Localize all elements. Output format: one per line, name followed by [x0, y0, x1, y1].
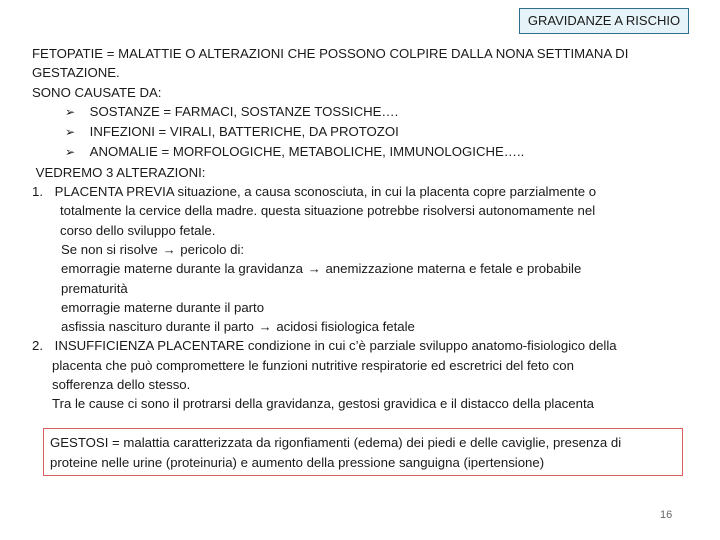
risk-text: emorragie materne durante la gravidanza	[61, 261, 303, 277]
risk-line: prematurità	[61, 280, 128, 296]
item1-text: PLACENTA PREVIA situazione, a causa sconosciuta, in cui la placenta copre parzialmente o	[54, 184, 597, 200]
cause-text: INFEZIONI = VIRALI, BATTERICHE, DA PROTOZOI	[89, 124, 399, 140]
item2-first-line	[32, 336, 708, 355]
slide-title-box	[519, 8, 689, 34]
cause-text: ANOMALIE = MORFOLOGICHE, METABOLICHE, IMMUNOLOGICHE…..	[89, 144, 525, 160]
cause-bullet	[32, 142, 708, 162]
cause-text: SOSTANZE = FARMACI, SOSTANZE TOSSICHE….	[89, 103, 399, 119]
item2-line: sofferenza dello stesso.	[52, 377, 191, 393]
risk-text: acidosi fisiologica fetale	[276, 319, 415, 335]
cause-bullet	[32, 122, 708, 142]
right-arrow-icon: →	[258, 319, 272, 335]
slide-body	[32, 44, 708, 414]
intro-line: FETOPATIE = MALATTIE O ALTERAZIONI CHE POSSONO COLPIRE DALLA NONA SETTIMANA DI	[32, 46, 629, 61]
danger-line	[32, 240, 708, 259]
right-arrow-icon: →	[162, 241, 176, 257]
alterations-heading: VEDREMO 3 ALTERAZIONI:	[32, 164, 206, 180]
danger-text: Se non si risolve	[61, 241, 158, 257]
gestosi-line: GESTOSI = malattia caratterizzata da rigonfiamenti (edema) dei piedi e delle caviglie, presenza di	[50, 435, 622, 450]
item2-line: placenta che può compromettere le funzioni nutritive respiratorie ed escretrici del feto con	[52, 357, 574, 373]
risk-line	[32, 259, 708, 278]
intro-line: GESTAZIONE.	[32, 65, 120, 81]
item1-line: totalmente la cervice della madre. questa situazione potrebbe risolversi autonomamente nel	[60, 203, 596, 219]
risk-text: anemizzazione materna e fetale e probabile	[325, 261, 582, 277]
risk-text: asfissia nascituro durante il parto	[61, 319, 254, 335]
arrow-bullet-icon: ➢	[65, 104, 76, 119]
caused-by-heading: SONO CAUSATE DA:	[32, 84, 162, 100]
item1-number: 1.	[32, 184, 43, 200]
cause-bullet	[32, 102, 708, 122]
item2-line: Tra le cause ci sono il protrarsi della gravidanza, gestosi gravidica e il distacco della placenta	[52, 396, 594, 412]
danger-text: pericolo di:	[180, 241, 245, 257]
item1-first-line	[32, 182, 708, 201]
item2-number: 2.	[32, 338, 43, 354]
risk-line	[32, 317, 708, 336]
gestosi-definition-box	[43, 428, 683, 476]
risk-line: emorragie materne durante il parto	[61, 299, 265, 315]
slide-title: GRAVIDANZE A RISCHIO	[527, 13, 681, 28]
arrow-bullet-icon: ➢	[65, 125, 76, 140]
arrow-bullet-icon: ➢	[65, 145, 76, 160]
page-number: 16	[660, 509, 673, 521]
item2-text: INSUFFICIENZA PLACENTARE condizione in cui c’è parziale sviluppo anatomo-fisiologico della	[54, 338, 617, 354]
gestosi-line: proteine nelle urine (proteinuria) e aumento della pressione sanguigna (ipertensione)	[50, 455, 545, 470]
right-arrow-icon: →	[307, 261, 321, 277]
item1-line: corso dello sviluppo fetale.	[60, 222, 216, 238]
